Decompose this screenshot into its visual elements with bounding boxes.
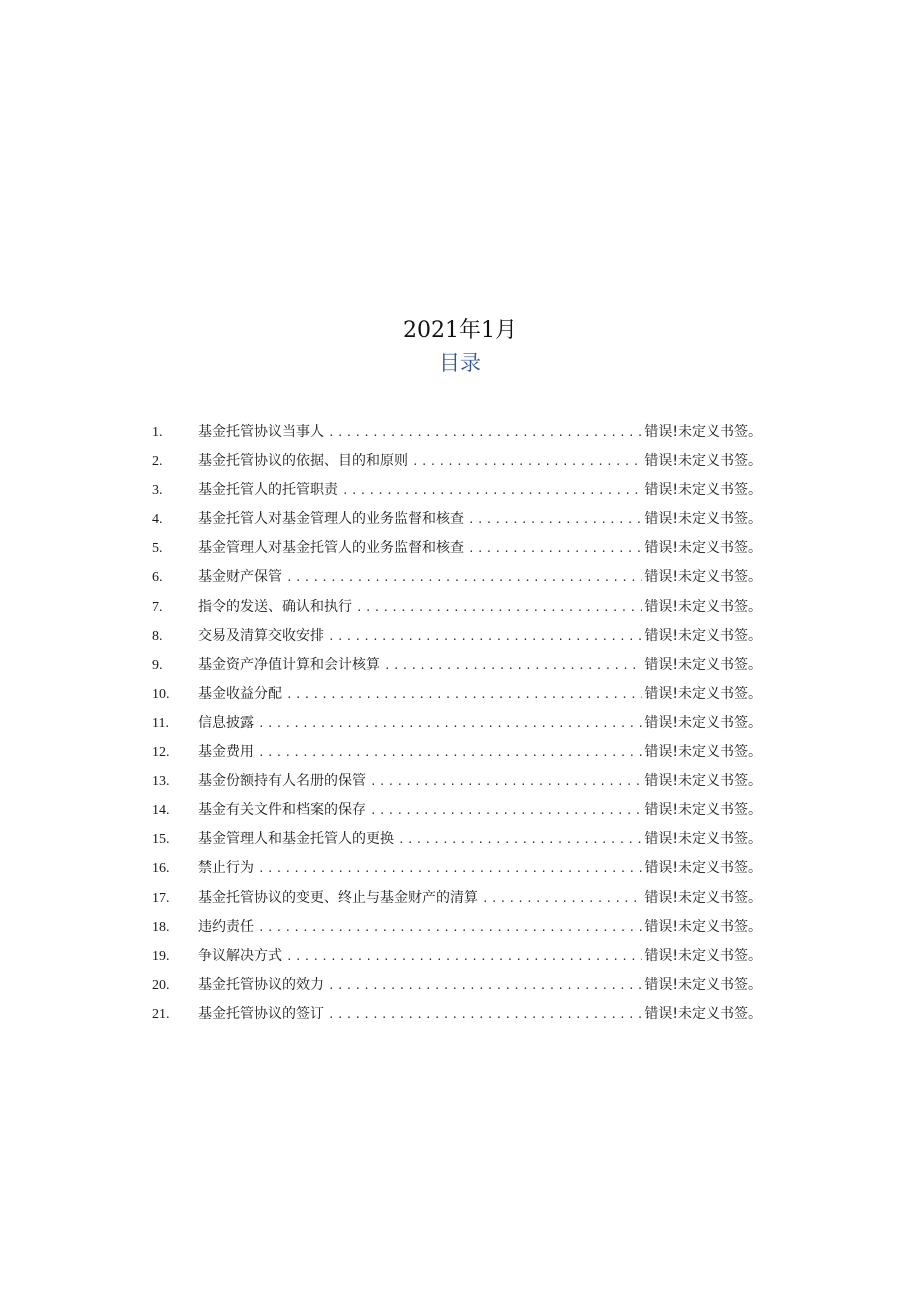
toc-entry[interactable] (152, 534, 762, 563)
toc-entry-number: 16. (152, 861, 170, 877)
toc-entry-number: 17. (152, 890, 170, 906)
toc-dot-leader (370, 796, 642, 825)
toc-entry-title[interactable]: 基金托管协议的依据、目的和原则 (198, 453, 408, 470)
toc-entry-page-ref: 错误!未定义书签。 (644, 627, 762, 644)
toc-entry-title[interactable]: 基金管理人对基金托管人的业务监督和核查 (198, 540, 464, 557)
toc-entry-page-ref: 错误!未定义书签。 (644, 482, 762, 499)
toc-entry-title[interactable]: 交易及清算交收安排 (198, 627, 324, 644)
toc-entry-title[interactable]: 禁止行为 (198, 860, 254, 877)
toc-entry-number: 2. (152, 454, 163, 470)
toc-dot-leader (328, 1000, 642, 1029)
toc-entry-page-ref: 错误!未定义书签。 (644, 947, 762, 964)
toc-entry[interactable] (152, 505, 762, 534)
toc-dot-leader (468, 534, 642, 563)
toc-dot-leader (328, 971, 642, 1000)
toc-dot-leader (412, 447, 642, 476)
toc-entry-title[interactable]: 基金份额持有人名册的保管 (198, 773, 366, 790)
toc-entry-number: 4. (152, 512, 163, 528)
toc-entry-number: 18. (152, 919, 170, 935)
toc-entry-number: 11. (152, 715, 169, 731)
toc-entry-title[interactable]: 基金费用 (198, 744, 254, 761)
toc-entry-title[interactable]: 基金管理人和基金托管人的更换 (198, 831, 394, 848)
toc-dot-leader (384, 651, 642, 680)
toc-entry-title[interactable]: 争议解决方式 (198, 947, 282, 964)
toc-dot-leader (286, 942, 642, 971)
document-date: 2021年1月 (403, 318, 517, 343)
toc-entry-page-ref: 错误!未定义书签。 (644, 685, 762, 702)
toc-entry-page-ref: 错误!未定义书签。 (644, 453, 762, 470)
toc-entry-page-ref: 错误!未定义书签。 (644, 714, 762, 731)
toc-entry[interactable] (152, 563, 762, 592)
toc-entry[interactable] (152, 447, 762, 476)
toc-entry-page-ref: 错误!未定义书签。 (644, 744, 762, 761)
toc-entry-title[interactable]: 基金资产净值计算和会计核算 (198, 656, 380, 673)
toc-dot-leader (286, 563, 642, 592)
toc-entry[interactable] (152, 738, 762, 767)
toc-entry[interactable] (152, 651, 762, 680)
toc-dot-leader (342, 476, 642, 505)
toc-entry-title[interactable]: 指令的发送、确认和执行 (198, 598, 352, 615)
toc-dot-leader (258, 738, 642, 767)
toc-entry-title[interactable]: 基金财产保管 (198, 569, 282, 586)
toc-dot-leader (482, 884, 642, 913)
toc-entry[interactable] (152, 476, 762, 505)
toc-entry-number: 8. (152, 628, 163, 644)
toc-entry-page-ref: 错误!未定义书签。 (644, 569, 762, 586)
toc-entry-number: 6. (152, 570, 163, 586)
toc-entry[interactable] (152, 622, 762, 651)
toc-entry-title[interactable]: 违约责任 (198, 918, 254, 935)
toc-entry-number: 19. (152, 948, 170, 964)
toc-entry-title[interactable]: 基金托管协议当事人 (198, 424, 324, 440)
toc-entry-title[interactable]: 基金托管人的托管职责 (198, 482, 338, 499)
toc-dot-leader (328, 622, 642, 651)
toc-entry[interactable] (152, 825, 762, 854)
toc-entry-title[interactable]: 基金收益分配 (198, 685, 282, 702)
toc-entry-title[interactable]: 基金托管人对基金管理人的业务监督和核查 (198, 511, 464, 528)
toc-entry-page-ref: 错误!未定义书签。 (644, 860, 762, 877)
toc-entry-page-ref: 错误!未定义书签。 (644, 773, 762, 790)
toc-entry-page-ref: 错误!未定义书签。 (644, 424, 762, 440)
toc-entry-title[interactable]: 信息披露 (198, 714, 254, 731)
toc-entry-number: 21. (152, 1006, 170, 1022)
toc-entry-page-ref: 错误!未定义书签。 (644, 1005, 762, 1022)
toc-entry-page-ref: 错误!未定义书签。 (644, 598, 762, 615)
toc-entry-page-ref: 错误!未定义书签。 (644, 802, 762, 819)
toc-entry[interactable] (152, 680, 762, 709)
toc-entry-number: 10. (152, 686, 170, 702)
toc-entry-number: 5. (152, 541, 163, 557)
toc-dot-leader (398, 825, 642, 854)
toc-entry-page-ref: 错误!未定义书签。 (644, 511, 762, 528)
toc-dot-leader (328, 418, 642, 447)
toc-entry-page-ref: 错误!未定义书签。 (644, 540, 762, 557)
toc-entry[interactable] (152, 1000, 762, 1029)
toc-entry-title[interactable]: 基金有关文件和档案的保存 (198, 802, 366, 819)
toc-entry[interactable] (152, 913, 762, 942)
toc-entry[interactable] (152, 709, 762, 738)
toc-dot-leader (258, 913, 642, 942)
toc-entry-number: 9. (152, 657, 163, 673)
toc-entry-number: 12. (152, 745, 170, 761)
toc-dot-leader (468, 505, 642, 534)
toc-entry-title[interactable]: 基金托管协议的效力 (198, 976, 324, 993)
table-of-contents (152, 418, 762, 1029)
toc-entry-number: 7. (152, 599, 163, 615)
toc-heading: 目录 (439, 351, 481, 375)
toc-entry-number: 1. (152, 425, 163, 440)
toc-dot-leader (286, 680, 642, 709)
toc-entry[interactable] (152, 971, 762, 1000)
toc-entry[interactable] (152, 854, 762, 883)
toc-entry-title[interactable]: 基金托管协议的签订 (198, 1005, 324, 1022)
toc-dot-leader (258, 854, 642, 883)
toc-entry-number: 14. (152, 803, 170, 819)
toc-dot-leader (258, 709, 642, 738)
toc-entry-page-ref: 错误!未定义书签。 (644, 976, 762, 993)
toc-entry-number: 20. (152, 977, 170, 993)
toc-dot-leader (356, 593, 642, 622)
toc-entry-page-ref: 错误!未定义书签。 (644, 918, 762, 935)
toc-entry[interactable] (152, 593, 762, 622)
toc-entry[interactable] (152, 942, 762, 971)
toc-entry-page-ref: 错误!未定义书签。 (644, 889, 762, 906)
toc-entry-number: 15. (152, 832, 170, 848)
toc-entry-number: 3. (152, 483, 163, 499)
toc-entry-number: 13. (152, 774, 170, 790)
toc-dot-leader (370, 767, 642, 796)
toc-entry-title[interactable]: 基金托管协议的变更、终止与基金财产的清算 (198, 889, 478, 906)
toc-entry[interactable] (152, 884, 762, 913)
toc-entry[interactable] (152, 796, 762, 825)
toc-entry[interactable] (152, 418, 762, 447)
toc-entry-page-ref: 错误!未定义书签。 (644, 656, 762, 673)
toc-entry-page-ref: 错误!未定义书签。 (644, 831, 762, 848)
toc-entry[interactable] (152, 767, 762, 796)
